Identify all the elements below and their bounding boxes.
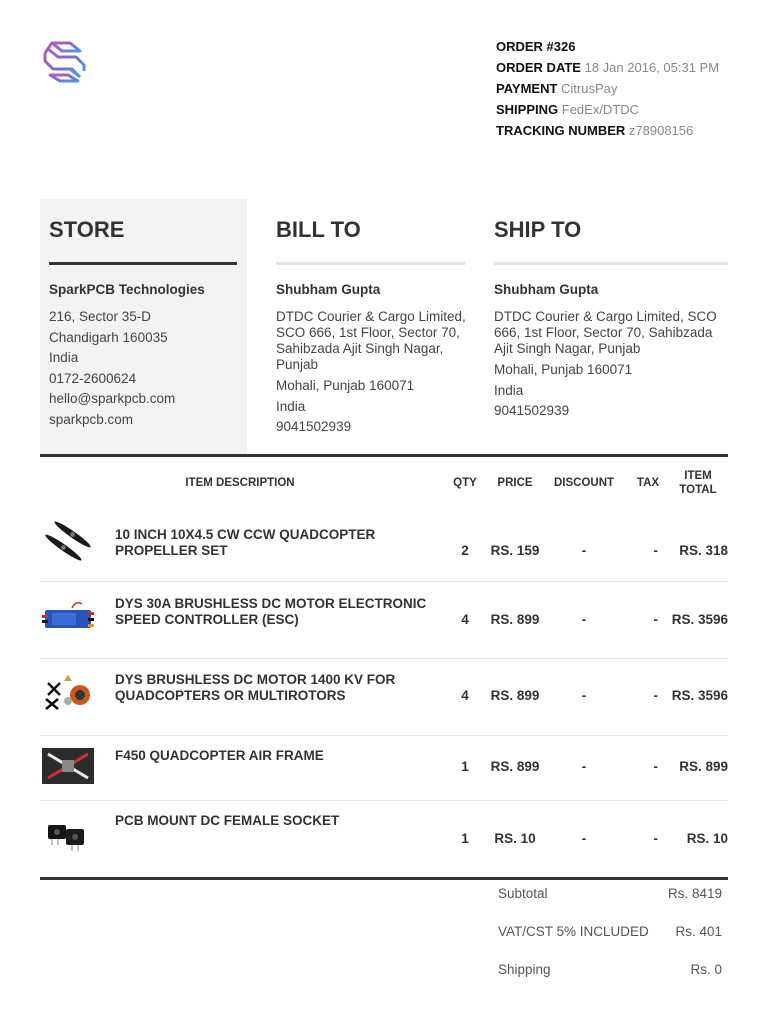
item-price: RS. 159 <box>490 543 540 558</box>
order-date <box>496 59 728 76</box>
item-qty: 1 <box>461 831 469 846</box>
table-row <box>40 736 728 801</box>
item-name: DYS BRUSHLESS DC MOTOR 1400 KV FOR QUADCOPTERS OR MULTIROTORS <box>115 672 396 703</box>
item-qty: 4 <box>461 688 469 703</box>
store-heading: STORE <box>49 217 125 242</box>
item-total: RS. 899 <box>679 759 728 774</box>
tracking-label: TRACKING NUMBER <box>496 123 626 138</box>
item-tax: - <box>653 688 658 703</box>
tracking-value: z78908156 <box>628 123 694 138</box>
header-tax: TAX <box>636 477 660 489</box>
payment <box>496 80 728 97</box>
item-price: RS. 899 <box>490 688 540 703</box>
item-qty: 1 <box>461 759 469 774</box>
item-total: RS. 3596 <box>671 688 728 703</box>
store-details <box>49 282 205 432</box>
items-table <box>40 454 728 880</box>
table-row <box>40 659 728 736</box>
item-total: RS. 318 <box>679 543 728 558</box>
order-number-label: ORDER #326 <box>496 39 576 54</box>
item-tax: - <box>653 543 658 558</box>
subtotal-row <box>498 886 722 924</box>
store-section <box>40 199 247 454</box>
store-phone: 0172-2600624 <box>49 370 137 386</box>
totals-section <box>498 886 722 1000</box>
shipping-cost-label: Shipping <box>498 962 551 977</box>
subtotal-value: Rs. 8419 <box>667 886 722 901</box>
bill-to-heading: BILL TO <box>276 217 361 242</box>
header-item-total-line1: ITEM <box>684 470 712 482</box>
ship-to-address: DTDC Courier & Cargo Limited, SCO 666, 1st Floor, Sector 70, Sahibzada Ajit Singh Nagar, Punjab <box>494 309 717 356</box>
item-name: PCB MOUNT DC FEMALE SOCKET <box>115 813 340 828</box>
store-country: India <box>49 350 79 365</box>
item-name: 10 INCH 10X4.5 CW CCW QUADCOPTER PROPELLER SET <box>115 527 376 558</box>
bill-to-city: Mohali, Punjab 160071 <box>276 378 415 393</box>
item-discount: - <box>581 831 587 846</box>
header-item-total <box>672 469 724 497</box>
ship-to-name: Shubham Gupta <box>494 282 599 297</box>
item-qty: 4 <box>461 612 469 627</box>
item-discount: - <box>581 543 587 558</box>
frame-icon <box>42 748 94 784</box>
store-divider <box>49 262 237 265</box>
vat-label: VAT/CST 5% INCLUDED <box>498 924 649 939</box>
bill-to-phone: 9041502939 <box>276 419 352 434</box>
ship-to-country: India <box>494 382 524 398</box>
item-price: RS. 10 <box>494 831 536 846</box>
item-name: F450 QUADCOPTER AIR FRAME <box>115 748 324 763</box>
store-email-link[interactable]: hello@sparkpcb.com <box>49 391 176 406</box>
order-number <box>496 38 728 55</box>
item-price: RS. 899 <box>490 759 540 774</box>
propeller-icon <box>42 519 94 563</box>
item-total: RS. 3596 <box>671 612 728 627</box>
bill-to-country: India <box>276 398 306 414</box>
order-date-label: ORDER DATE <box>496 60 581 75</box>
order-date-value: 18 Jan 2016, 05:31 PM <box>584 60 720 75</box>
item-price: RS. 899 <box>490 612 540 627</box>
bill-to-details <box>276 282 472 440</box>
ship-to-city: Mohali, Punjab 160071 <box>494 362 633 377</box>
tracking-number <box>496 122 728 139</box>
header-qty: QTY <box>453 477 477 489</box>
bill-to-name: Shubham Gupta <box>276 282 381 297</box>
payment-label: PAYMENT <box>496 81 558 96</box>
store-address-line: 216, Sector 35-D <box>49 309 152 324</box>
item-discount: - <box>581 759 587 774</box>
item-discount: - <box>581 688 587 703</box>
ship-to-phone: 9041502939 <box>494 403 570 418</box>
item-name: DYS 30A BRUSHLESS DC MOTOR ELECTRONIC SPEED CONTROLLER (ESC) <box>115 596 427 627</box>
item-discount: - <box>581 612 587 627</box>
dc-socket-icon <box>42 815 94 859</box>
item-qty: 2 <box>461 543 469 558</box>
store-name: SparkPCB Technologies <box>49 282 205 297</box>
store-website-link[interactable]: sparkpcb.com <box>49 411 134 427</box>
ship-to-details <box>494 282 730 424</box>
item-tax: - <box>653 759 658 774</box>
vat-row <box>498 924 722 962</box>
ship-to-heading: SHIP TO <box>494 217 582 242</box>
bill-to-address: DTDC Courier & Cargo Limited, SCO 666, 1st Floor, Sector 70, Sahibzada Ajit Singh Nagar, Punjab <box>276 309 466 372</box>
table-header <box>40 457 728 507</box>
bill-to-divider <box>276 262 465 265</box>
subtotal-label: Subtotal <box>498 886 548 901</box>
header-item-total-line2: TOTAL <box>679 484 717 496</box>
esc-board-icon <box>42 596 94 640</box>
header-item-description: ITEM DESCRIPTION <box>185 477 295 489</box>
motor-icon <box>42 673 94 717</box>
vat-value: Rs. 401 <box>675 924 722 939</box>
table-row <box>40 582 728 659</box>
item-tax: - <box>653 612 658 627</box>
header-price: PRICE <box>497 477 533 489</box>
payment-value: CitrusPay <box>561 81 618 96</box>
table-row <box>40 801 728 877</box>
item-total: RS. 10 <box>686 831 728 846</box>
shipping-cost-row <box>498 962 722 1000</box>
store-city: Chandigarh 160035 <box>49 329 168 345</box>
ship-to-divider <box>494 262 728 265</box>
order-meta <box>496 38 728 143</box>
header-discount: DISCOUNT <box>553 477 615 489</box>
shipping-method <box>496 101 728 118</box>
shipping-cost-value: Rs. 0 <box>690 962 722 977</box>
item-tax: - <box>653 831 658 846</box>
sparkpcb-logo <box>40 37 90 85</box>
shipping-label: SHIPPING <box>496 102 559 117</box>
table-row <box>40 507 728 582</box>
shipping-value: FedEx/DTDC <box>561 102 640 117</box>
